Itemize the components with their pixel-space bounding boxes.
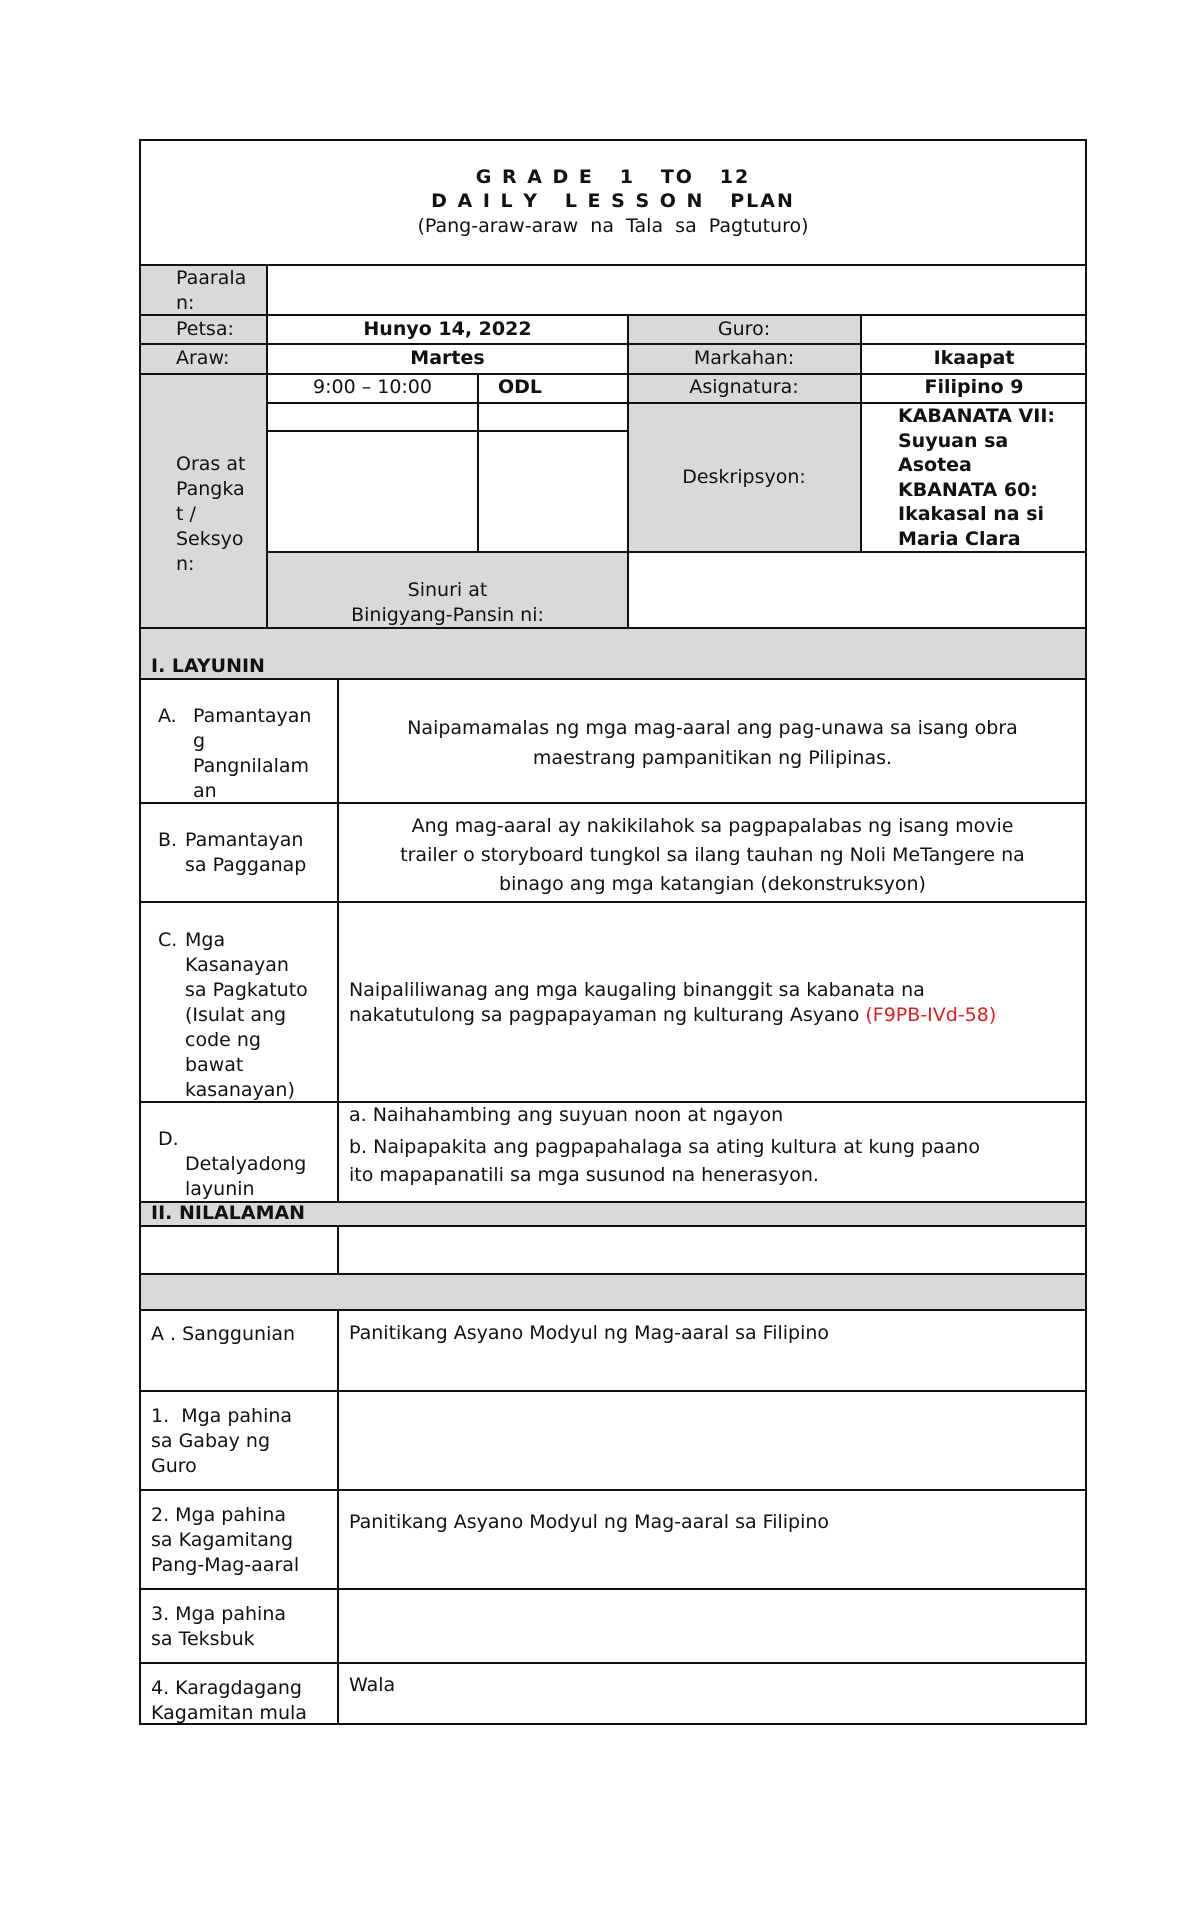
paaralan-field[interactable] bbox=[268, 266, 1086, 314]
layunin-a-text: Naipamamalas ng mga mag-aaral ang pag-unawa sa isang obra maestrang pampanitikan ng Pilipinas. bbox=[407, 717, 1018, 769]
rule bbox=[337, 1310, 339, 1725]
layunin-a-letter: A. bbox=[158, 705, 177, 727]
gabay-guro-label: 1. Mga pahina sa Gabay ng Guro bbox=[151, 1405, 293, 1477]
header-line-2: D A I L Y L E S S O N PLAN bbox=[431, 190, 795, 212]
rule bbox=[140, 678, 1086, 680]
layunin-d-text-b: b. Naipapakita ang pagpapahalaga sa ating kultura at kung paano ito mapapanatili sa mga susunod na henerasyon. bbox=[349, 1136, 980, 1186]
karagdagang-value: Wala bbox=[349, 1674, 396, 1696]
layunin-c-label: Mga Kasanayan sa Pagkatuto (Isulat ang code ng bawat kasanayan) bbox=[185, 929, 308, 1101]
deskripsyon-value: KABANATA VII: Suyuan sa Asotea KBANATA 60: Ikakasal na si Maria Clara bbox=[898, 405, 1055, 550]
markahan-label: Markahan: bbox=[693, 347, 795, 369]
sanggunian-value: Panitikang Asyano Modyul ng Mag-aaral sa Filipino bbox=[349, 1322, 830, 1344]
petsa-value: Hunyo 14, 2022 bbox=[363, 318, 532, 340]
markahan-value: Ikaapat bbox=[933, 347, 1015, 369]
rule bbox=[267, 430, 628, 432]
teksbuk-field[interactable] bbox=[339, 1590, 1086, 1662]
rule bbox=[140, 1273, 1086, 1275]
rule bbox=[140, 1662, 1086, 1664]
layunin-c-description: Naipaliliwanag ang mga kaugaling binanggit sa kabanata na nakatutulong sa pagpapayaman ng kulturang Asyano bbox=[349, 979, 925, 1026]
layunin-b-label: Pamantayan sa Pagganap bbox=[185, 829, 307, 876]
karagdagang-label: 4. Karagdagang Kagamitan mula bbox=[151, 1677, 307, 1724]
sinuri-field[interactable] bbox=[630, 553, 1086, 627]
araw-label: Araw: bbox=[176, 347, 230, 369]
time-value: 9:00 – 10:00 bbox=[312, 376, 432, 398]
oras-label: Oras at Pangka t / Seksyo n: bbox=[176, 453, 246, 575]
kagamitang-label: 2. Mga pahina sa Kagamitang Pang-Mag-aaral bbox=[151, 1504, 300, 1576]
rule bbox=[140, 1309, 1086, 1311]
layunin-d-letter: D. bbox=[158, 1128, 179, 1150]
layunin-heading: I. LAYUNIN bbox=[151, 655, 265, 677]
asignatura-value: Filipino 9 bbox=[924, 376, 1024, 398]
rule bbox=[337, 1226, 339, 1274]
competency-code: (F9PB-IVd-58) bbox=[865, 1004, 997, 1026]
teksbuk-label: 3. Mga pahina sa Teksbuk bbox=[151, 1603, 287, 1650]
layunin-d-label: Detalyadong layunin bbox=[185, 1153, 307, 1200]
layunin-d-text-a: a. Naihahambing ang suyuan noon at ngayon bbox=[349, 1104, 784, 1126]
layunin-c-text bbox=[349, 978, 996, 1028]
rule bbox=[477, 373, 479, 552]
layunin-b-text: Ang mag-aaral ay nakikilahok sa pagpapalabas ng isang movie trailer o storyboard tungkol sa ilang tauhan ng Noli MeTangere na binago ang mga katangian (dekonstruksyon) bbox=[400, 815, 1025, 895]
mode-value: ODL bbox=[498, 376, 543, 398]
header-line-3: (Pang-araw-araw na Tala sa Pagtuturo) bbox=[417, 215, 809, 237]
nilalaman-heading: II. NILALAMAN bbox=[151, 1202, 306, 1224]
rule bbox=[140, 343, 1086, 345]
sanggunian-label: A . Sanggunian bbox=[151, 1323, 296, 1345]
layunin-b-letter: B. bbox=[158, 829, 178, 851]
deskripsyon-label: Deskripsyon: bbox=[682, 466, 806, 488]
kagamitang-value: Panitikang Asyano Modyul ng Mag-aaral sa Filipino bbox=[349, 1511, 830, 1533]
petsa-label: Petsa: bbox=[176, 318, 234, 340]
layunin-c-letter: C. bbox=[158, 929, 178, 951]
rule bbox=[140, 901, 1086, 903]
sinuri-label: Sinuri at Binigyang-Pansin ni: bbox=[351, 579, 544, 626]
header-line-1: G R A D E 1 TO 12 bbox=[475, 166, 751, 188]
asignatura-label: Asignatura: bbox=[689, 376, 799, 398]
rule bbox=[140, 1489, 1086, 1491]
paaralan-label: Paarala n: bbox=[176, 267, 247, 314]
guro-field[interactable] bbox=[862, 316, 1086, 343]
araw-value: Martes bbox=[410, 347, 485, 369]
gabay-guro-field[interactable] bbox=[339, 1392, 1086, 1489]
layunin-a-label: Pamantayan g Pangnilalam an bbox=[193, 705, 312, 802]
guro-label: Guro: bbox=[717, 318, 771, 340]
